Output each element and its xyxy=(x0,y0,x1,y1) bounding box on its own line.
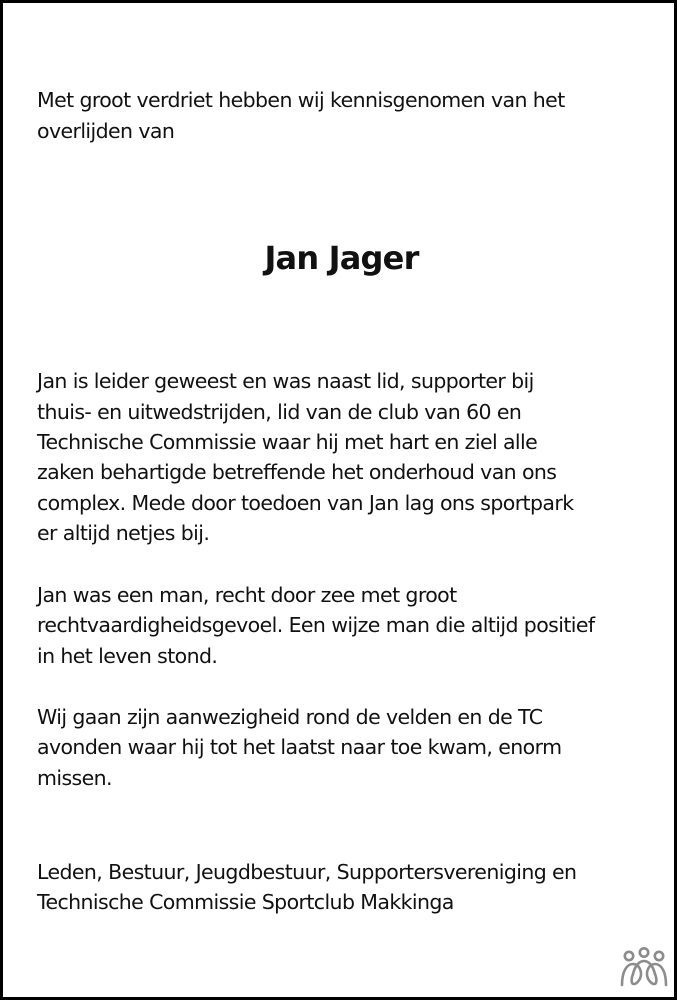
paragraph-1-line-5: complex. Mede door toedoen van Jan lag ons sportpark xyxy=(37,491,574,515)
people-group-icon xyxy=(619,947,669,987)
paragraph-3-line-1: Wij gaan zijn aanwezigheid rond de velden en de TC xyxy=(37,705,543,729)
deceased-name: Jan Jager xyxy=(264,239,419,277)
paragraph-2-line-1: Jan was een man, recht door zee met groot xyxy=(37,583,457,607)
paragraph-1-line-4: zaken behartigde betreffende het onderhoud van ons xyxy=(37,460,557,484)
signature-line-1: Leden, Bestuur, Jeugdbestuur, Supportersvereniging en xyxy=(37,860,577,884)
paragraph-1-line-3: Technische Commissie waar hij met hart en ziel alle xyxy=(37,430,538,454)
paragraph-1-line-2: thuis- en uitwedstrijden, lid van de club van 60 en xyxy=(37,400,522,424)
paragraph-1-line-1: Jan is leider geweest en was naast lid, supporter bij xyxy=(37,369,534,393)
intro-line-2: overlijden van xyxy=(37,119,175,143)
intro-line-1: Met groot verdriet hebben wij kennisgenomen van het xyxy=(37,88,565,112)
paragraph-3-line-3: missen. xyxy=(37,766,112,790)
paragraph-2-line-2: rechtvaardigheidsgevoel. Een wijze man die altijd positief xyxy=(37,613,595,637)
paragraph-3-line-2: avonden waar hij tot het laatst naar toe kwam, enorm xyxy=(37,735,562,759)
paragraph-1-line-6: er altijd netjes bij. xyxy=(37,521,210,545)
signature-line-2: Technische Commissie Sportclub Makkinga xyxy=(37,890,454,914)
paragraph-2-line-3: in het leven stond. xyxy=(37,644,218,668)
